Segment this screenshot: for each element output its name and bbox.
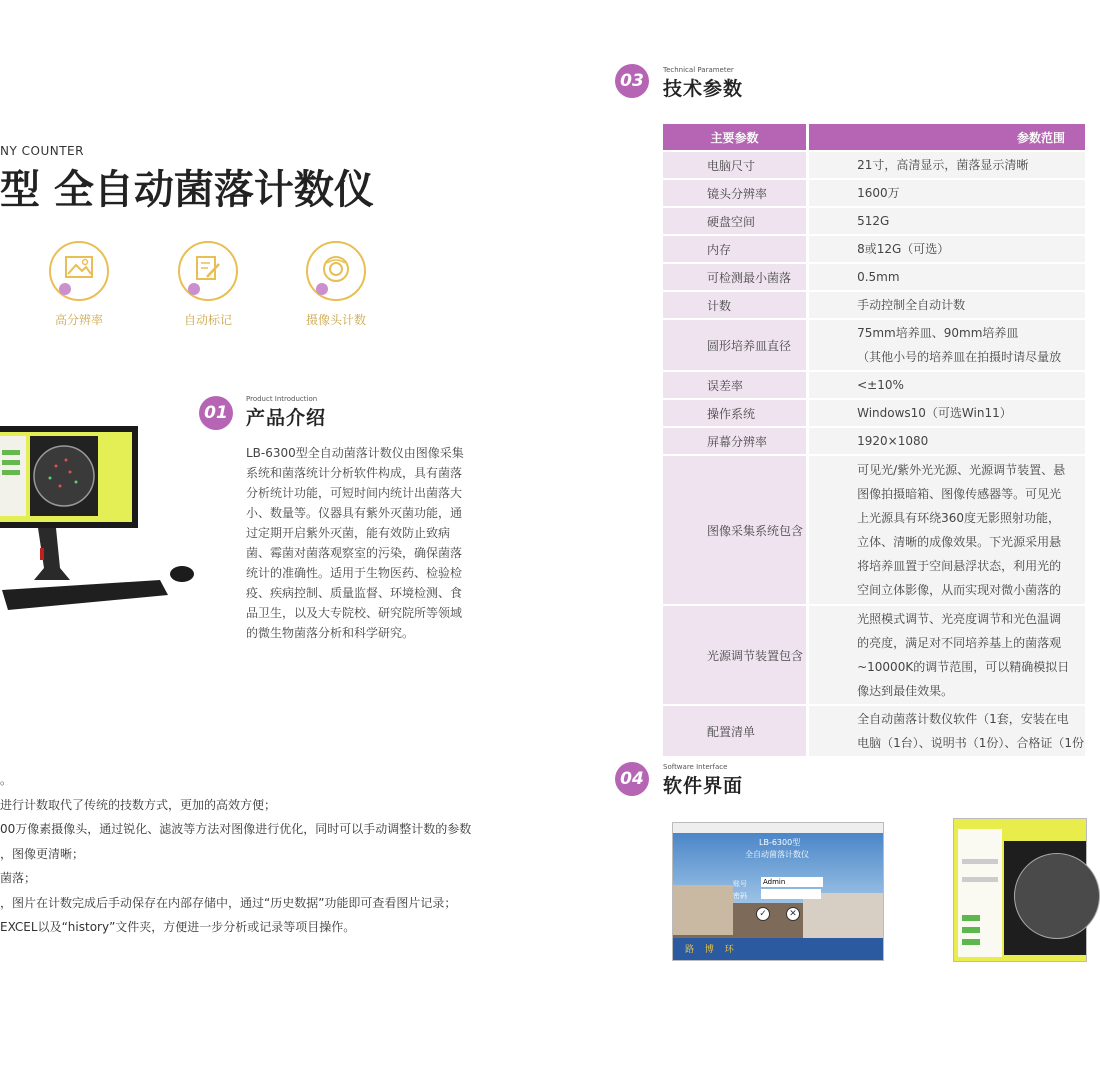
action-button[interactable]: [962, 927, 980, 933]
param-value: 75mm培养皿、90mm培养皿 （其他小号的培养皿在拍摄时请尽量放: [806, 320, 1085, 370]
param-name: 图像采集系统包含: [663, 456, 806, 604]
section-number-04: 04: [615, 762, 649, 796]
table-row: [663, 236, 1085, 262]
table-row: [663, 400, 1085, 426]
param-value: <±10%: [806, 372, 1085, 398]
column-header: 参数范围: [806, 124, 1085, 150]
section-title-tech-params: 技术参数: [663, 78, 744, 100]
param-name: 电脑尺寸: [663, 152, 806, 178]
param-name: 屏幕分辨率: [663, 428, 806, 454]
product-english-name: NY COUNTER: [0, 144, 84, 158]
banner-text: 路 博 环: [685, 945, 738, 955]
param-value: 1600万: [806, 180, 1085, 206]
table-header-row: [663, 124, 1085, 150]
table-row: [663, 208, 1085, 234]
username-input[interactable]: Admin: [761, 877, 823, 887]
product-photo: [0, 420, 200, 620]
feature-label: 摄像头计数: [305, 313, 366, 327]
param-value: 1920×1080: [806, 428, 1085, 454]
table-row: [663, 456, 1085, 604]
param-name: 光源调节装置包含: [663, 606, 806, 704]
action-button[interactable]: [962, 939, 980, 945]
product-intro-text: LB-6300型全自动菌落计数仪由图像采集系统和菌落统计分析软件构成，具有菌落分析统计功能，可短时间内统计出菌落大小、数量等。仪器具有紫外灭菌功能，通过定期开启紫外灭菌，能有效防止致病菌、霉菌对菌落观察室的污染，确保菌落统计的准确性。适用于生物医药、检验检疫、疾病控制、质量监督、环境检测、食品卫生，以及大专院校、研究院所等领域的微生物菌落分析和科学研究。: [246, 446, 464, 640]
password-label: 密码: [733, 892, 747, 900]
product-title: 型 全自动菌落计数仪: [0, 167, 374, 213]
table-row: [663, 320, 1085, 370]
edit-icon: [194, 255, 222, 283]
feature-label: 自动标记: [183, 313, 232, 327]
table-row: [663, 292, 1085, 318]
password-input[interactable]: [761, 889, 821, 899]
param-name: 内存: [663, 236, 806, 262]
table-row: [663, 372, 1085, 398]
column-header: 主要参数: [663, 124, 806, 150]
param-value: 512G: [806, 208, 1085, 234]
table-row: [663, 706, 1085, 756]
param-value: 0.5mm: [806, 264, 1085, 290]
user-label: 账号: [733, 880, 747, 888]
list-item: 00万像素摄像头，通过锐化、滤波等方法对图像进行优化，同时可以手动调整计数的参数: [0, 822, 472, 836]
monitor-illustration: [0, 420, 200, 620]
list-item: ，图像更清晰；: [0, 846, 85, 861]
param-value: 21寸，高清显示，菌落显示清晰: [806, 152, 1085, 178]
feature-high-resolution: [39, 241, 119, 328]
param-name: 圆形培养皿直径: [663, 320, 806, 370]
login-screenshot: [672, 822, 884, 961]
feature-auto-mark: [168, 241, 248, 328]
feature-label: 高分辨率: [54, 313, 103, 327]
login-title: LB-6300型: [759, 838, 801, 847]
section-english-title: Product Introduction: [246, 395, 318, 403]
counting-screenshot: [953, 818, 1087, 962]
table-row: [663, 180, 1085, 206]
param-value: 手动控制全自动计数: [806, 292, 1085, 318]
param-value: 8或12G（可选）: [806, 236, 1085, 262]
param-value: 光照模式调节、光亮度调节和光色温调 的亮度，满足对不同培养基上的菌落观 ~10000K的调节范围，可以精确模拟日 像达到最佳效果。: [806, 606, 1085, 704]
confirm-icon[interactable]: ✓: [756, 907, 770, 921]
login-subtitle: 全自动菌落计数仪: [745, 850, 809, 859]
section-number-01: 01: [199, 396, 233, 430]
section-number-03: 03: [615, 64, 649, 98]
param-name: 计数: [663, 292, 806, 318]
list-item: EXCEL以及“history”文件夹，方便进一步分析或记录等项目操作。: [0, 920, 356, 934]
param-name: 操作系统: [663, 400, 806, 426]
list-item: 菌落；: [0, 871, 37, 885]
feature-camera-count: [296, 241, 376, 328]
list-item: 进行计数取代了传统的技数方式，更加的高效方便；: [0, 797, 277, 812]
section-title-software: 软件界面: [663, 775, 744, 797]
param-value: Windows10（可选Win11）: [806, 400, 1085, 426]
param-name: 可检测最小菌落: [663, 264, 806, 290]
param-table: [663, 122, 1085, 758]
camera-count-icon: [322, 255, 350, 283]
section-english-title: Software Interface: [663, 763, 728, 771]
param-value: 全自动菌落计数仪软件（1套，安装在电 电脑（1台）、说明书（1份）、合格证（1份: [806, 706, 1085, 756]
image-icon: [65, 255, 93, 281]
table-row: [663, 152, 1085, 178]
feature-list: [0, 768, 471, 940]
list-item: ，图片在计数完成后手动保存在内部存储中，通过“历史数据”功能即可查看图片记录；: [0, 895, 457, 910]
section-english-title: Technical Parameter: [663, 66, 734, 74]
cancel-icon[interactable]: ✕: [786, 907, 800, 921]
param-table-clip: [663, 124, 1085, 750]
table-row: [663, 428, 1085, 454]
section-title-product-intro: 产品介绍: [246, 407, 327, 429]
list-item: 。: [0, 773, 13, 787]
table-row: [663, 606, 1085, 704]
param-name: 硬盘空间: [663, 208, 806, 234]
table-row: [663, 264, 1085, 290]
param-name: 误差率: [663, 372, 806, 398]
action-button[interactable]: [962, 915, 980, 921]
param-name: 配置清单: [663, 706, 806, 756]
param-name: 镜头分辨率: [663, 180, 806, 206]
param-value: 可见光/紫外光光源、光源调节装置、悬 图像拍摄暗箱、图像传感器等。可见光 上光源具有环绕360度无影照射功能， 立体、清晰的成像效果。下光源采用悬 将培养皿置于空间悬浮状态，利用光的 空间立体影像，从而实现对微小菌落的: [806, 456, 1085, 604]
